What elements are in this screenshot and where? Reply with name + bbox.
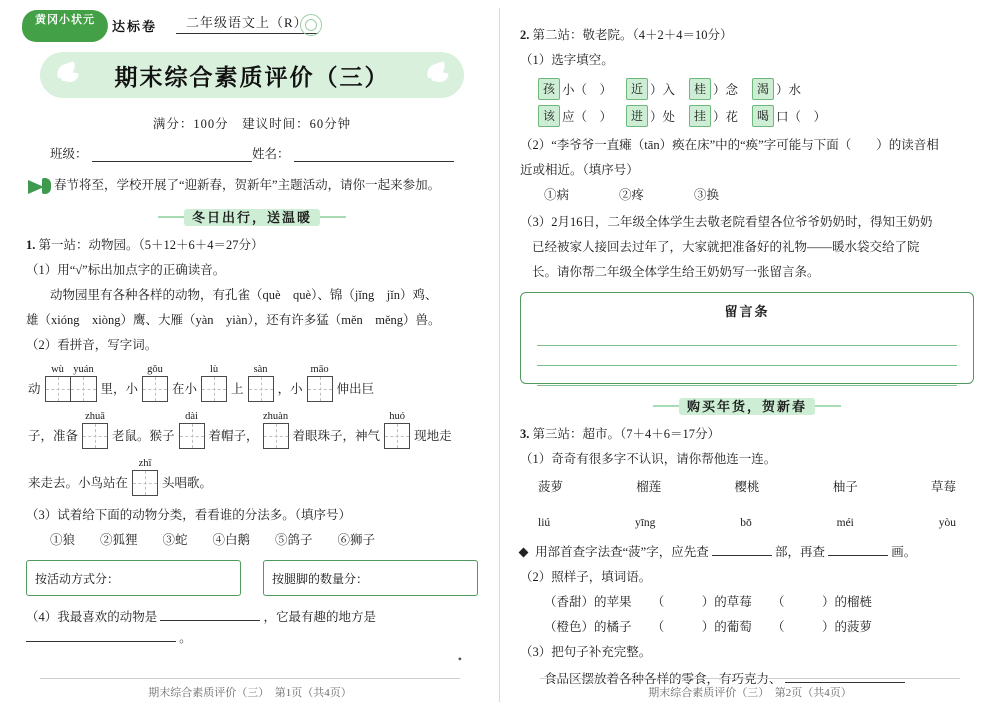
brand-sub: 达标卷 <box>112 19 158 34</box>
tianzi-group-huo[interactable] <box>384 410 410 449</box>
row1-text-1: 里，小 <box>100 382 139 396</box>
note-title: 留言条 <box>724 304 770 319</box>
left-page-end-marker: • <box>457 652 462 666</box>
pinyin-dai <box>179 410 205 423</box>
q2-part3-line2: 已经被家人接回去过年了，大家就把准备好的礼物——暖水袋交给了院 <box>532 240 920 254</box>
pinyin-dai-text: dài <box>185 411 198 422</box>
row2-text-0: 子，准备 <box>28 429 79 443</box>
right-footer <box>500 678 1000 700</box>
match-word-caomei[interactable]: 草莓 <box>930 480 956 494</box>
row1-text-2: 在小 <box>172 382 198 396</box>
pinyin-san <box>248 363 274 376</box>
q1-part1-text1: 动物园里有各种各样的动物，有孔雀（què què）、锦（jǐng jǐn）鸡、 <box>50 288 438 302</box>
pinyin-san-text: sàn <box>253 364 268 375</box>
row3-text-1: 头唱歌。 <box>162 476 213 490</box>
boxes-zhi[interactable] <box>132 470 158 496</box>
match-word-yingtao[interactable]: 樱桃 <box>734 480 760 494</box>
q2-word-2-1[interactable]: ）花 <box>713 110 739 124</box>
boxes-mao[interactable] <box>307 376 333 402</box>
tianzi-group-mao[interactable] <box>307 363 333 402</box>
classify-box-activity[interactable]: 按活动方式分： <box>26 560 241 596</box>
q2-part2-line1: （2）“李爷爷一直瘫（tān）痪在床”中的“痪”字可能与下面（ ）的读音相 <box>520 138 939 152</box>
q2-word-2-0[interactable]: ）念 <box>713 83 739 97</box>
pinyin-lu-text: lù <box>209 364 219 375</box>
score-line: 满分：100分 建议时间：60分钟 <box>152 117 352 131</box>
note-line[interactable] <box>537 326 957 346</box>
tianzi-group-wuyuan[interactable] <box>45 363 97 402</box>
q3-pair-2-2[interactable]: （ ）的菠萝 <box>772 620 873 634</box>
brand-main: 黄冈小状元 <box>35 14 95 26</box>
pinyin-yuan: yuán <box>73 364 94 375</box>
q3-pair-2-1[interactable]: （ ）的葡萄 <box>651 620 752 634</box>
page-title: 期末综合素质评价（三） <box>114 64 390 90</box>
tianzi-group-gou[interactable] <box>142 363 168 402</box>
brand-text <box>28 15 102 26</box>
write-box[interactable] <box>384 423 410 449</box>
match-pinyin-mei[interactable]: méi <box>836 517 854 529</box>
q3-radical-blank-1[interactable] <box>712 541 772 556</box>
q3-radical-pre: 用部首查字法查“菠”字，应先查 <box>535 545 709 559</box>
char-chip-hai: 孩 <box>538 78 560 100</box>
q3-radical-blank-2[interactable] <box>828 541 888 556</box>
question-3 <box>520 425 974 444</box>
diamond-bullet-icon <box>519 548 529 558</box>
q1-animal-options: ①狼 ②狐狸 ③蛇 ④白鹅 ⑤鸽子 ⑥狮子 <box>50 533 376 547</box>
write-box[interactable] <box>142 376 168 402</box>
match-word-liulian[interactable]: 榴莲 <box>636 480 662 494</box>
note-line[interactable] <box>537 366 957 386</box>
q3-sentence-text: 食品区摆放着各种各样的零食，有巧克力、 <box>544 672 782 686</box>
tianzi-group-san[interactable] <box>248 363 274 402</box>
match-pinyin-you[interactable]: yòu <box>938 517 956 529</box>
pinyin-gou-text: gǒu <box>147 364 163 375</box>
question-2-stem: 第二站：敬老院。（4＋2＋4＝10分） <box>532 28 733 42</box>
char-chip-jin2: 进 <box>626 105 648 127</box>
char-chip-jin: 近 <box>626 78 648 100</box>
write-box[interactable] <box>201 376 227 402</box>
match-pinyin-liu[interactable]: liú <box>538 517 551 529</box>
right-footer-text: 期末综合素质评价（三） 第2页（共4页） <box>540 678 960 700</box>
char-chip-ke: 渴 <box>752 78 774 100</box>
pinyin-zhi <box>132 457 158 470</box>
q2-choose-row-1 <box>520 78 974 100</box>
q3-radical-line <box>520 541 974 562</box>
intro-row <box>26 176 478 195</box>
boxes-huo[interactable] <box>384 423 410 449</box>
q2-word-0-0[interactable]: 小（ ） <box>562 83 613 97</box>
q3-pair-2-0[interactable]: （橙色）的橘子 <box>544 620 632 634</box>
seal-icon <box>300 14 322 36</box>
q3-pairs-row-1[interactable] <box>520 593 974 612</box>
classify-box-legs[interactable]: 按腿脚的数量分： <box>263 560 478 596</box>
q1-part1: （1）用“√”标出加点字的正确读音。 <box>26 263 226 277</box>
question-2-number: 2. <box>520 28 530 42</box>
pinyin-zhua <box>82 410 108 423</box>
tianzi-group-lu[interactable] <box>201 363 227 402</box>
q2-part3-line3: 长。请你帮二年级全体学生给王奶奶写一张留言条。 <box>532 265 820 279</box>
match-words-row <box>520 477 974 495</box>
q3-radical-mid: 部，再查 <box>774 545 825 559</box>
write-box[interactable] <box>45 376 71 402</box>
question-3-stem: 第三站：超市。（7＋4＋6＝17分） <box>532 427 721 441</box>
tianzige-row-2 <box>26 410 478 449</box>
pinyin-huo-text: huó <box>389 411 405 422</box>
row2-text-3: 着眼珠子，神气 <box>292 429 381 443</box>
q3-part1: （1）奇奇有很多字不认识，请你帮他连一连。 <box>520 452 777 466</box>
question-1 <box>26 236 478 255</box>
leaf-decor-left-icon <box>54 62 80 86</box>
pinyin-mao-text: māo <box>310 364 329 375</box>
pinyin-wu: wù <box>51 364 64 375</box>
pinyin-lu <box>201 363 227 376</box>
char-chip-gai: 该 <box>538 105 560 127</box>
match-pinyin-ying[interactable]: yīng <box>634 517 656 529</box>
q2-word-1-0[interactable]: ）入 <box>650 83 676 97</box>
name-input[interactable] <box>294 147 454 162</box>
pinyin-huo <box>384 410 410 423</box>
q1-part4-pre: （4）我最喜欢的动物是 <box>26 610 158 624</box>
title-banner <box>40 52 464 98</box>
q1-part4-mid: ，它最有趣的地方是 <box>263 610 377 624</box>
note-line[interactable] <box>537 346 957 366</box>
section-banner-1 <box>172 207 332 226</box>
q3-pair-1-0[interactable]: （香甜）的苹果 <box>544 595 632 609</box>
row2-text-2: 着帽子， <box>208 429 259 443</box>
pinyin-wuyuan <box>45 363 97 376</box>
q3-part3: （3）把句子补充完整。 <box>520 645 652 659</box>
q1-part4 <box>26 606 478 648</box>
tianzi-group-zhua[interactable] <box>82 410 108 449</box>
char-chip-gui: 桂 <box>689 78 711 100</box>
match-word-boluo[interactable]: 菠萝 <box>538 480 564 494</box>
tianzige-row-1 <box>26 363 478 402</box>
class-field[interactable] <box>50 144 252 162</box>
q3-pair-1-2[interactable]: （ ）的榴梿 <box>772 595 873 609</box>
pinyin-mao <box>307 363 333 376</box>
classify-answer-boxes <box>26 560 478 596</box>
q2-choose-row-2 <box>520 105 974 127</box>
question-3-number: 3. <box>520 427 530 441</box>
write-box[interactable] <box>248 376 274 402</box>
boxes-dai[interactable] <box>179 423 205 449</box>
megaphone-icon <box>26 177 54 195</box>
class-label: 班级： <box>50 147 88 161</box>
write-box[interactable] <box>82 423 108 449</box>
q3-part2: （2）照样子，填词语。 <box>520 570 652 584</box>
q2-word-3-0[interactable]: ）水 <box>776 83 802 97</box>
char-chip-gua: 挂 <box>689 105 711 127</box>
grade-label: 二年级语文上（R） <box>176 12 318 34</box>
q1-part2: （2）看拼音，写字词。 <box>26 338 158 352</box>
q3-radical-end: 画。 <box>891 545 917 559</box>
q2-part2-options[interactable]: ①病 ②疼 ③换 <box>544 188 720 202</box>
boxes-zhua[interactable] <box>82 423 108 449</box>
tianzi-group-dai[interactable] <box>179 410 205 449</box>
boxes-zhuan[interactable] <box>263 423 289 449</box>
boxes-wuyuan[interactable] <box>45 376 97 402</box>
q2-word-0-1[interactable]: 应（ ） <box>562 110 613 124</box>
boxes-lu[interactable] <box>201 376 227 402</box>
write-box[interactable] <box>132 470 158 496</box>
q3-pair-1-1[interactable]: （ ）的草莓 <box>651 595 752 609</box>
row1-text-3: 上 <box>231 382 244 396</box>
section-banner-1-label: 冬日出行，送温暖 <box>184 209 320 226</box>
row1-text-4: ，小 <box>277 382 303 396</box>
pinyin-zhi-text: zhī <box>138 458 152 469</box>
brand-logo <box>22 10 108 44</box>
row2-text-1: 老鼠。猴子 <box>112 429 175 443</box>
row1-text-0: 动 <box>28 382 41 396</box>
q3-pairs-row-2[interactable] <box>520 618 974 637</box>
q2-part1: （1）选字填空。 <box>520 53 614 67</box>
tianzi-group-zhuan[interactable] <box>263 410 289 449</box>
student-info-row <box>26 144 478 162</box>
q1-part4-end: 。 <box>179 631 192 645</box>
q2-word-1-1[interactable]: ）处 <box>650 110 676 124</box>
row1-text-5: 伸出巨 <box>336 382 375 396</box>
section-banner-2-label: 购买年货，贺新春 <box>679 398 815 415</box>
name-field[interactable] <box>252 144 454 162</box>
intro-text: 春节将至，学校开展了“迎新春，贺新年”主题活动，请你一起来参加。 <box>54 178 441 192</box>
write-box[interactable] <box>307 376 333 402</box>
tianzige-row-3 <box>26 457 478 496</box>
q1-part4-blank-1[interactable] <box>160 606 260 621</box>
match-pinyin-bo[interactable]: bō <box>740 517 752 529</box>
boxes-gou[interactable] <box>142 376 168 402</box>
q1-part3: （3）试着给下面的动物分类，看看谁的分法多。（填序号） <box>26 508 352 522</box>
row2-text-4: 现地走 <box>414 429 452 443</box>
right-page <box>500 0 1000 710</box>
q2-word-3-1[interactable]: 口（ ） <box>776 110 827 124</box>
pinyin-gou <box>142 363 168 376</box>
left-footer <box>0 678 500 700</box>
q1-part4-blank-2[interactable] <box>26 627 176 642</box>
q2-part2-line2: 近或相近。（填序号） <box>520 163 639 177</box>
write-box[interactable] <box>263 423 289 449</box>
match-pinyin-row <box>520 517 974 529</box>
boxes-san[interactable] <box>248 376 274 402</box>
write-box[interactable] <box>71 376 97 402</box>
pinyin-zhuan <box>263 410 289 423</box>
name-label: 姓名： <box>252 147 290 161</box>
section-banner-2 <box>667 396 827 415</box>
left-footer-text: 期末综合素质评价（三） 第1页（共4页） <box>40 678 460 700</box>
q1-part1-text2: 雄（xióng xiòng）鹰、大雁（yàn yiàn），还有许多猛（měn měng）兽。 <box>26 313 441 327</box>
question-1-number: 1. <box>26 238 36 252</box>
question-1-stem: 第一站：动物园。（5＋12＋6＋4＝27分） <box>38 238 264 252</box>
tianzi-group-zhi[interactable] <box>132 457 158 496</box>
leaf-decor-right-icon <box>424 62 450 86</box>
class-input[interactable] <box>92 147 252 162</box>
question-2 <box>520 26 974 45</box>
pinyin-zhuan-text: zhuàn <box>263 411 289 422</box>
row3-text-0: 来走去。小鸟站在 <box>28 476 129 490</box>
write-box[interactable] <box>179 423 205 449</box>
match-word-youzi[interactable]: 柚子 <box>832 480 858 494</box>
pinyin-zhua-text: zhuā <box>85 411 105 422</box>
note-answer-card[interactable] <box>520 292 974 384</box>
char-chip-he: 喝 <box>752 105 774 127</box>
q2-part3-line1: （3）2月16日，二年级全体学生去敬老院看望各位爷爷奶奶时，得知王奶奶 <box>520 215 933 229</box>
